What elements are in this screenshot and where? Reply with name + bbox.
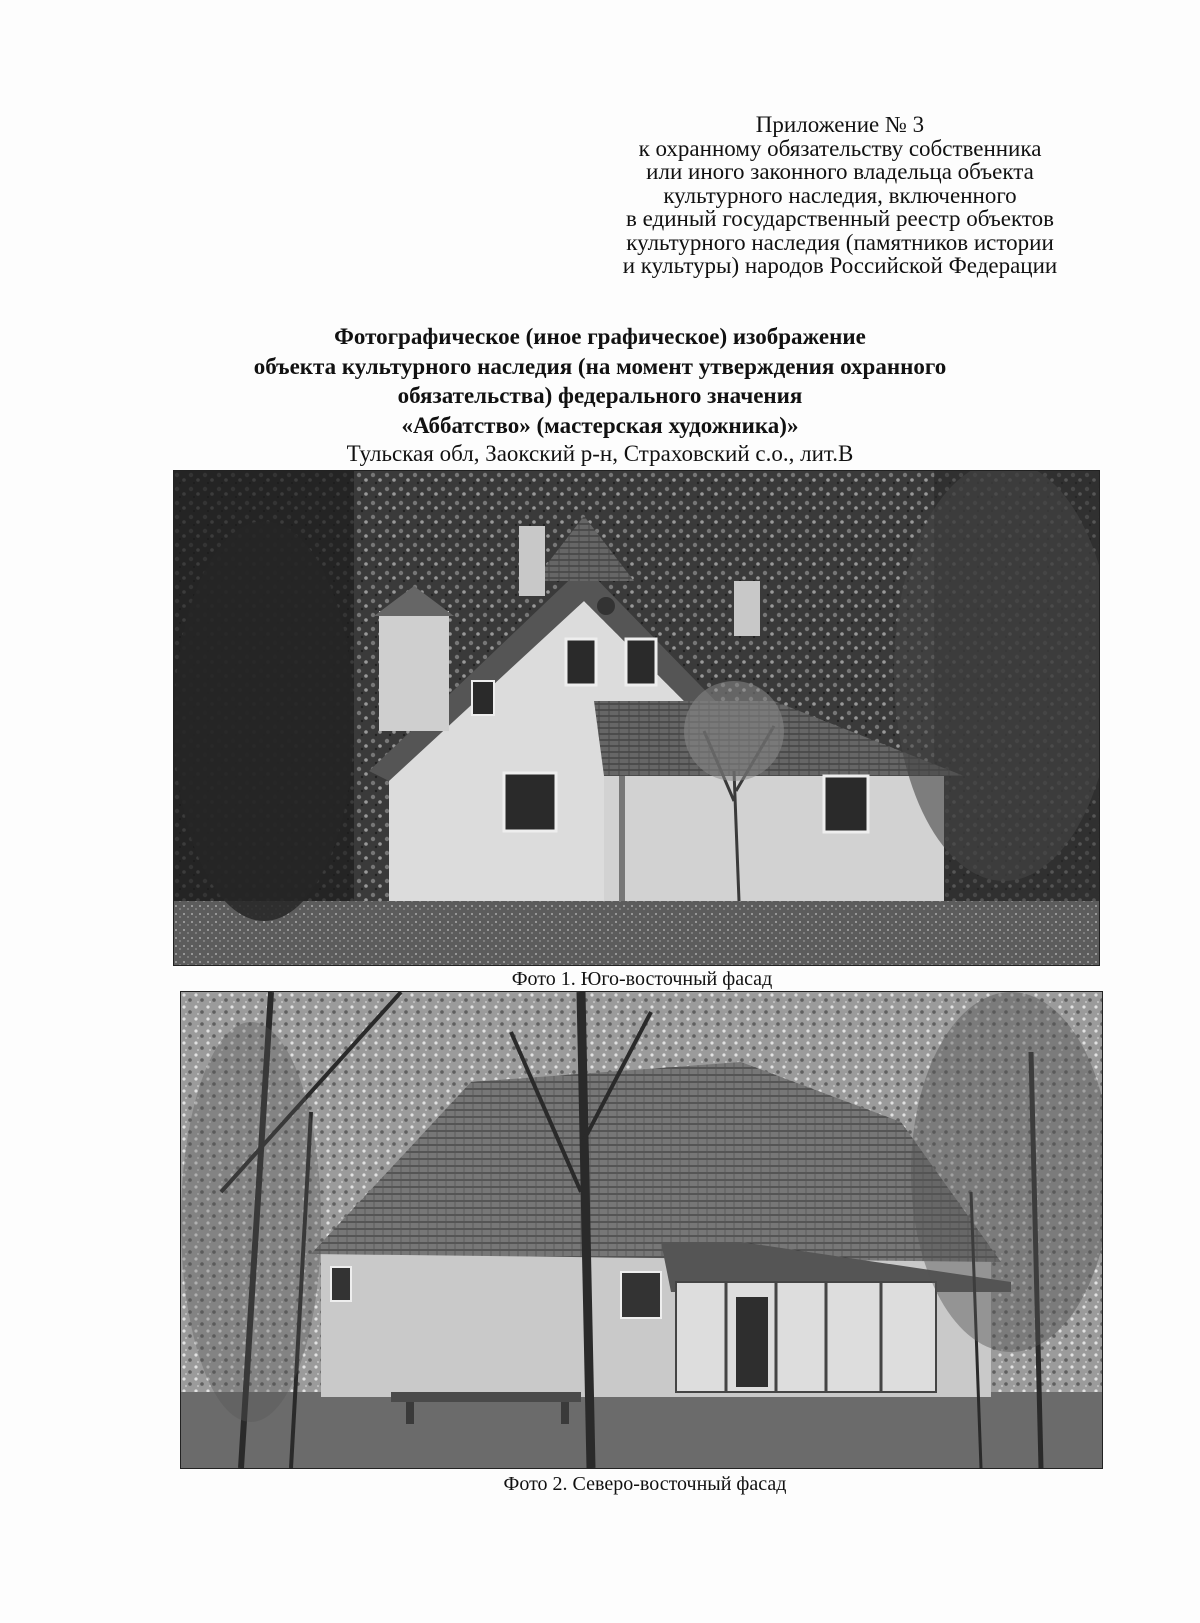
annex-line: Приложение № 3 bbox=[755, 112, 925, 137]
document-title bbox=[150, 322, 1050, 440]
annex-line: к охранному обязательству собственника bbox=[638, 135, 1042, 161]
annex-line: или иного законного владельца объекта bbox=[646, 159, 1034, 184]
title-line: обязательства) федерального значения bbox=[397, 383, 803, 408]
photo-2-caption: Фото 2. Северо-восточный фасад bbox=[503, 1473, 787, 1495]
title-line: объекта культурного наследия (на момент утверждения охранного bbox=[253, 353, 947, 379]
annex-header bbox=[560, 113, 1120, 278]
annex-line: культурного наследия, включенного bbox=[663, 182, 1017, 208]
annex-line: культурного наследия (памятников истории bbox=[626, 229, 1054, 255]
photo-2-image bbox=[181, 992, 1102, 1468]
annex-line: в единый государственный реестр объектов bbox=[626, 206, 1054, 231]
photo-north-east-facade bbox=[180, 991, 1103, 1469]
title-line: «Аббатство» (мастерская художника)» bbox=[401, 412, 799, 438]
photo-1-image bbox=[174, 471, 1099, 965]
photo-south-east-facade bbox=[173, 470, 1100, 966]
object-address: Тульская обл, Заокский р-н, Страховский с.о., лит.В bbox=[346, 441, 854, 466]
photo-1-caption: Фото 1. Юго-восточный фасад bbox=[511, 968, 773, 990]
title-line: Фотографическое (иное графическое) изображение bbox=[334, 324, 866, 349]
annex-line: и культуры) народов Российской Федерации bbox=[622, 253, 1058, 278]
